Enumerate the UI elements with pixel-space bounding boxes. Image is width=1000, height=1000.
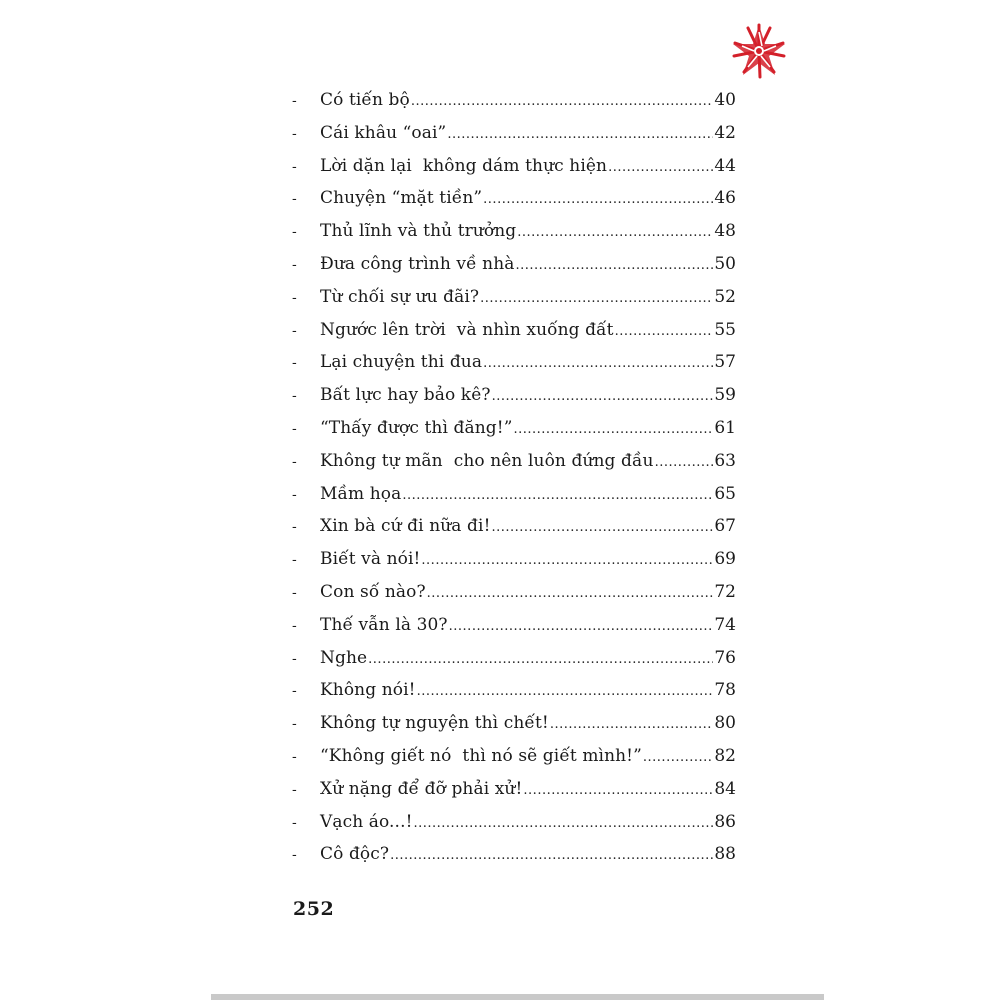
toc-entry-page: 86 bbox=[714, 811, 736, 832]
toc-entry-title: Xử nặng để đỡ phải xử! bbox=[320, 778, 523, 799]
toc-bullet: - bbox=[292, 158, 297, 175]
toc-entry-page: 44 bbox=[714, 155, 736, 176]
toc-entry bbox=[292, 609, 736, 642]
dot-leader bbox=[615, 316, 714, 349]
toc-entry bbox=[292, 806, 736, 839]
dot-leader bbox=[483, 348, 713, 381]
toc-bullet: - bbox=[292, 683, 297, 700]
toc-bullet: - bbox=[292, 93, 297, 109]
toc-entry-page: 48 bbox=[714, 221, 736, 242]
dot-leader bbox=[449, 611, 714, 644]
toc-entry-page: 72 bbox=[714, 581, 736, 602]
toc-entry-page: 74 bbox=[714, 614, 736, 635]
toc-entry-title: Mầm họa bbox=[320, 483, 402, 504]
toc-bullet: - bbox=[292, 256, 297, 273]
toc-entry bbox=[292, 412, 736, 445]
toc-entry bbox=[292, 674, 736, 707]
dot-leader bbox=[447, 119, 713, 152]
toc-entry-page: 82 bbox=[714, 745, 736, 766]
toc-entry-title: Xin bà cứ đi nữa đi! bbox=[320, 516, 491, 537]
toc-bullet: - bbox=[292, 388, 297, 405]
toc-entry-page: 67 bbox=[714, 516, 736, 537]
page-number: 252 bbox=[293, 898, 335, 920]
toc-entry bbox=[292, 642, 736, 675]
toc-bullet: - bbox=[292, 322, 297, 339]
dot-leader bbox=[414, 808, 714, 841]
toc-entry bbox=[292, 773, 736, 806]
toc-entry-page: 78 bbox=[714, 680, 736, 701]
dot-leader bbox=[492, 512, 714, 545]
toc-entry bbox=[292, 510, 736, 543]
dot-leader bbox=[608, 152, 713, 185]
toc-entry-page: 76 bbox=[714, 647, 736, 668]
toc-bullet: - bbox=[292, 191, 297, 208]
toc-entry-title: Vạch áo...! bbox=[320, 811, 413, 832]
bottom-scroll-bar bbox=[211, 994, 824, 1000]
dot-leader bbox=[517, 217, 713, 250]
dot-leader bbox=[417, 676, 714, 709]
toc-entry bbox=[292, 740, 736, 773]
toc-entry-title: Con số nào? bbox=[320, 581, 426, 602]
toc-entry bbox=[292, 543, 736, 576]
toc-bullet: - bbox=[292, 552, 297, 569]
dot-leader bbox=[492, 381, 714, 414]
dot-leader bbox=[514, 414, 714, 447]
toc-entry-title: Lời dặn lại không dám thực hiện bbox=[320, 155, 608, 176]
toc-entry bbox=[292, 84, 736, 117]
toc-bullet: - bbox=[292, 355, 297, 372]
toc-entry-page: 40 bbox=[714, 90, 736, 110]
toc-bullet: - bbox=[292, 519, 297, 536]
dot-leader bbox=[516, 250, 714, 283]
toc-entry bbox=[292, 838, 736, 871]
dot-leader bbox=[550, 709, 714, 742]
dot-leader bbox=[643, 742, 713, 775]
toc-entry-page: 63 bbox=[714, 450, 736, 471]
toc-bullet: - bbox=[292, 453, 297, 470]
dot-leader bbox=[421, 545, 713, 578]
toc-entry-title: Không tự nguyện thì chết! bbox=[320, 713, 549, 734]
toc-entry bbox=[292, 346, 736, 379]
toc-entry-title: “Không giết nó thì nó sẽ giết mình!” bbox=[320, 745, 642, 766]
toc-entry-title: Thế vẫn là 30? bbox=[320, 614, 448, 635]
dot-leader bbox=[402, 480, 713, 513]
dot-leader bbox=[483, 184, 713, 217]
dot-leader bbox=[368, 644, 713, 677]
toc-entry-page: 59 bbox=[714, 385, 736, 406]
toc-entry bbox=[292, 248, 736, 281]
toc-bullet: - bbox=[292, 781, 297, 798]
toc-entry-title: Đưa công trình về nhà bbox=[320, 253, 515, 274]
toc-entry-page: 42 bbox=[714, 122, 736, 143]
toc-entry bbox=[292, 576, 736, 609]
toc-entry-title: Không tự mãn cho nên luôn đứng đầu bbox=[320, 450, 654, 471]
toc-entry-title: Thủ lĩnh và thủ trưởng bbox=[320, 221, 517, 242]
toc-entry-page: 57 bbox=[714, 352, 736, 373]
toc-entry bbox=[292, 117, 736, 150]
toc-bullet: - bbox=[292, 486, 297, 503]
toc-entry-title: Từ chối sự ưu đãi? bbox=[320, 286, 480, 307]
publisher-logo-icon bbox=[730, 22, 788, 80]
dot-leader bbox=[411, 86, 714, 119]
toc-bullet: - bbox=[292, 224, 297, 241]
toc-entry-page: 46 bbox=[714, 188, 736, 209]
toc-entry bbox=[292, 445, 736, 478]
toc-bullet: - bbox=[292, 420, 297, 437]
toc-entry-page: 65 bbox=[714, 483, 736, 504]
toc-entry bbox=[292, 379, 736, 412]
dot-leader bbox=[480, 283, 713, 316]
toc-entry bbox=[292, 281, 736, 314]
toc-entry-page: 80 bbox=[714, 713, 736, 734]
toc-bullet: - bbox=[292, 748, 297, 765]
toc-entry bbox=[292, 478, 736, 511]
toc-entry-title: Ngước lên trời và nhìn xuống đất bbox=[320, 319, 614, 340]
toc-bullet: - bbox=[292, 847, 297, 864]
toc-entry bbox=[292, 215, 736, 248]
toc-bullet: - bbox=[292, 125, 297, 142]
toc-bullet: - bbox=[292, 650, 297, 667]
toc-entry-page: 69 bbox=[714, 549, 736, 570]
toc-bullet: - bbox=[292, 617, 297, 634]
toc-entry-title: Có tiến bộ bbox=[320, 90, 410, 110]
toc-entry-title: Nghe bbox=[320, 647, 368, 668]
toc-entry bbox=[292, 182, 736, 215]
toc-entry-title: Lại chuyện thi đua bbox=[320, 352, 483, 373]
toc-entry bbox=[292, 314, 736, 347]
toc-entry-title: “Thấy được thì đăng!” bbox=[320, 417, 513, 438]
dot-leader bbox=[655, 447, 714, 480]
toc-entry-page: 61 bbox=[714, 417, 736, 438]
toc-bullet: - bbox=[292, 289, 297, 306]
toc-entry-page: 84 bbox=[714, 778, 736, 799]
table-of-contents bbox=[292, 84, 736, 871]
toc-entry-page: 52 bbox=[714, 286, 736, 307]
toc-bullet: - bbox=[292, 716, 297, 733]
toc-entry bbox=[292, 707, 736, 740]
dot-leader bbox=[390, 840, 713, 873]
toc-entry-page: 50 bbox=[714, 253, 736, 274]
toc-entry-title: Chuyện “mặt tiền” bbox=[320, 188, 483, 209]
toc-bullet: - bbox=[292, 584, 297, 601]
toc-entry-title: Biết và nói! bbox=[320, 549, 421, 570]
toc-entry-page: 55 bbox=[714, 319, 736, 340]
toc-entry-title: Cô độc? bbox=[320, 844, 390, 865]
toc-entry-title: Không nói! bbox=[320, 680, 416, 701]
toc-entry-page: 88 bbox=[714, 844, 736, 865]
dot-leader bbox=[523, 775, 713, 808]
toc-entry bbox=[292, 150, 736, 183]
toc-entry-title: Bất lực hay bảo kê? bbox=[320, 385, 491, 406]
dot-leader bbox=[427, 578, 714, 611]
toc-bullet: - bbox=[292, 814, 297, 831]
toc-entry-title: Cái khâu “oai” bbox=[320, 122, 447, 143]
